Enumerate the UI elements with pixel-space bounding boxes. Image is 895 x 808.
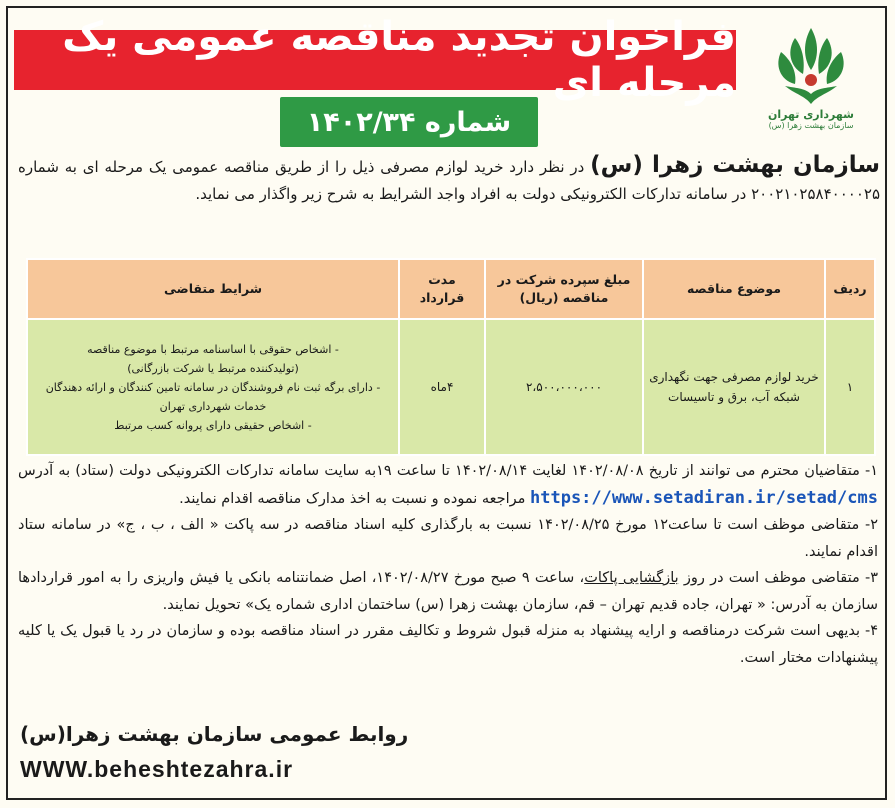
terms-section	[18, 458, 878, 671]
header-row-number: ردیف	[825, 259, 875, 319]
cell-conditions	[27, 319, 399, 455]
condition-line: - اشخاص حقیقی دارای پروانه کسب مرتبط	[114, 418, 312, 432]
cell-row-number: ۱	[825, 319, 875, 455]
term-3	[18, 565, 878, 618]
header-conditions: شرایط متقاضی	[27, 259, 399, 319]
logo-subtitle: سازمان بهشت زهرا (س)	[768, 121, 854, 130]
cell-subject: خرید لوازم مصرفی جهت نگهداری شبکه آب، برق و تاسیسات	[643, 319, 825, 455]
setad-link[interactable]: https://www.setadiran.ir/setad/cms	[530, 487, 878, 508]
term-1-text-a: ۱- متقاضیان محترم می توانند از تاریخ ۱۴۰۲/۰۸/۰۸ لغایت ۱۴۰۲/۰۸/۱۴ تا ساعت ۱۹به سایت سامانه تدارکات الکترونیکی دولت (ستاد) به آدرس	[18, 463, 879, 479]
logo-name: شهرداری تهران	[768, 108, 854, 121]
logo	[748, 24, 874, 142]
intro-organization: سازمان بهشت زهرا (س)	[590, 152, 880, 178]
header-duration: مدت قرارداد	[399, 259, 485, 319]
footer-organization: روابط عمومی سازمان بهشت زهرا(س)	[20, 722, 409, 746]
term-3-text-b: ، ساعت ۹ صبح مورخ ۱۴۰۲/۰۸/۲۷، اصل ضمانتنامه بانکی یا فیش واریزی را به امور قراردادها سازمان به آدرس: « تهران، جاده قدیم تهران – قم، سازمان بهشت زهرا (س) ساختمان اداری شماره یک» تحویل نمایند.	[18, 570, 878, 613]
term-1	[18, 458, 878, 512]
term-3-text-a: ۳- متقاضی موظف است در روز	[678, 570, 878, 586]
tender-number-badge: شماره ۱۴۰۲/۳۴	[280, 97, 538, 147]
condition-line: - اشخاص حقوقی با اساسنامه مرتبط با موضوع مناقصه	[87, 342, 339, 356]
condition-line: - دارای برگه ثبت نام فروشندگان در سامانه تامین کنندگان و ارائه دهندگان	[45, 380, 381, 394]
term-1-text-b: مراجعه نموده و نسبت به اخذ مدارک مناقصه اقدام نمایند.	[179, 490, 530, 507]
table-header-row	[27, 259, 875, 319]
condition-line: خدمات شهرداری تهران	[159, 399, 267, 413]
footer-website-link[interactable]: WWW.beheshtezahra.ir	[20, 756, 294, 782]
term-2: ۲- متقاضی موظف است تا ساعت۱۲ مورخ ۱۴۰۲/۰۸/۲۵ نسبت به بارگذاری کلیه اسناد مناقصه در سه پاکت « الف ، ب ، ج» در سامانه ستاد اقدام نمایند.	[18, 517, 878, 560]
cell-duration: ۴ماه	[399, 319, 485, 455]
table-row	[27, 319, 875, 455]
header-deposit: مبلغ سپرده شرکت در مناقصه (ریال)	[485, 259, 643, 319]
condition-line: (تولیدکننده مرتبط یا شرکت بازرگانی)	[127, 361, 299, 375]
header-subject: موضوع مناقصه	[643, 259, 825, 319]
term-3-underlined: بازگشایی پاکات	[584, 570, 679, 586]
intro-paragraph	[18, 152, 880, 208]
intro-text: در نظر دارد خرید لوازم مصرفی ذیل را از طریق مناقصه عمومی یک مرحله ای به شماره ۲۰۰۲۱۰۲۵۸۴۰۰۰۰۲۵ در سامانه تدارکات الکترونیکی دولت به افراد واجد الشرایط به شرح زیر واگذار می نماید.	[18, 158, 880, 203]
tehran-municipality-tulip-icon	[765, 24, 857, 108]
tender-title: فراخوان تجدید مناقصه عمومی یک مرحله ای	[14, 30, 736, 90]
cell-deposit: ۲،۵۰۰،۰۰۰،۰۰۰	[485, 319, 643, 455]
term-4: ۴- بدیهی است شرکت درمناقصه و ارایه پیشنهاد به منزله قبول شروط و تکالیف مقرر در اسناد مناقصه بوده و سازمان در رد یا قبول یک یا کلیه پیشنهادات مختار است.	[18, 623, 878, 666]
tender-table	[26, 258, 876, 456]
